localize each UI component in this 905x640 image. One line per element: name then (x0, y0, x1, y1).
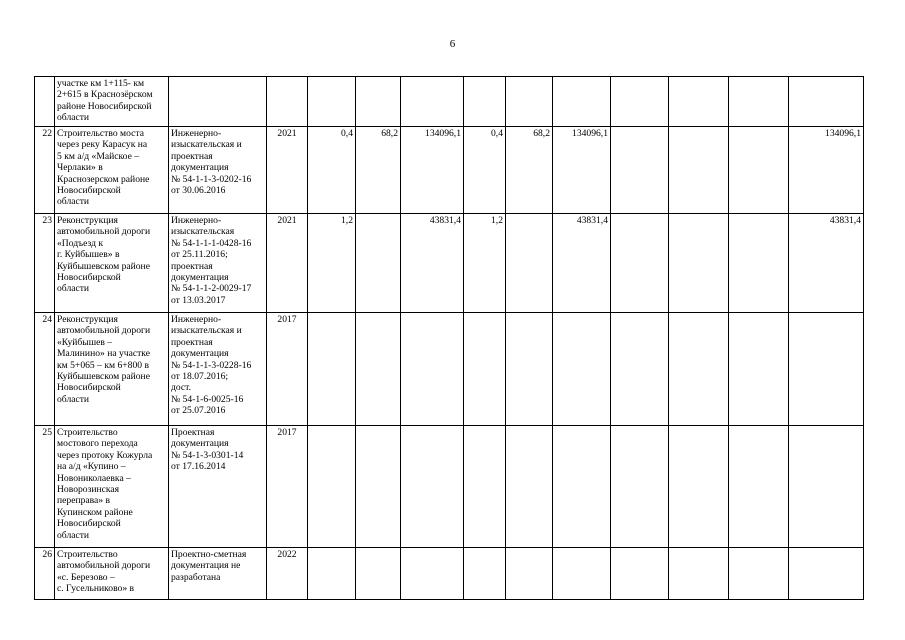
length-km-2-cell: 0,4 (464, 127, 506, 214)
total-cell (789, 77, 864, 127)
cost-cell (401, 313, 464, 426)
year-cell: 2021 (267, 127, 308, 214)
table-row (35, 426, 864, 548)
value-9-cell (729, 426, 789, 548)
value-8-cell (669, 214, 729, 313)
row-number-cell: 22 (35, 127, 55, 214)
year-cell: 2022 (267, 548, 308, 600)
row-number-cell: 23 (35, 214, 55, 313)
length-m-2-cell (506, 214, 553, 313)
row-number-cell: 25 (35, 426, 55, 548)
total-cell (789, 313, 864, 426)
length-m-cell (356, 548, 401, 600)
year-cell: 2017 (267, 313, 308, 426)
value-7-cell (611, 313, 669, 426)
length-m-cell (356, 77, 401, 127)
total-cell (789, 426, 864, 548)
length-m-2-cell (506, 77, 553, 127)
length-m-cell (356, 313, 401, 426)
total-cell: 43831,4 (789, 214, 864, 313)
value-9-cell (729, 548, 789, 600)
length-km-2-cell (464, 548, 506, 600)
value-9-cell (729, 127, 789, 214)
cost-2-cell (553, 313, 611, 426)
value-9-cell (729, 77, 789, 127)
length-km-cell (308, 426, 356, 548)
length-km-2-cell (464, 77, 506, 127)
value-8-cell (669, 426, 729, 548)
year-cell (267, 77, 308, 127)
length-m-2-cell (506, 548, 553, 600)
cost-2-cell (553, 426, 611, 548)
table-row (35, 313, 864, 426)
object-name-cell: участке км 1+115- км 2+615 в Краснозёрском районе Новосибирской области (55, 77, 169, 127)
value-8-cell (669, 77, 729, 127)
length-m-2-cell (506, 313, 553, 426)
cost-cell (401, 426, 464, 548)
documentation-cell: Инженерно- изыскательская № 54-1-1-1-0428-16 от 25.11.2016; проектная документация № 54-1-1-2-0029-17 от 13.03.2017 (169, 214, 267, 313)
value-7-cell (611, 214, 669, 313)
cost-cell (401, 548, 464, 600)
length-km-2-cell: 1,2 (464, 214, 506, 313)
length-km-2-cell (464, 313, 506, 426)
value-9-cell (729, 313, 789, 426)
documentation-cell: Проектно-сметная документация не разработана (169, 548, 267, 600)
length-km-cell (308, 548, 356, 600)
value-8-cell (669, 548, 729, 600)
length-m-cell: 68,2 (356, 127, 401, 214)
documentation-cell: Инженерно- изыскательская и проектная документация № 54-1-1-3-0228-16 от 18.07.2016; дост. № 54-1-6-0025-16 от 25.07.2016 (169, 313, 267, 426)
object-name-cell: Строительство моста через реку Карасук на 5 км а/д «Майское – Черлаки» в Краснозерском районе Новосибирской области (55, 127, 169, 214)
object-name-cell: Реконструкция автомобильной дороги «Подъезд к г. Куйбышев» в Куйбышевском районе Новосибирской области (55, 214, 169, 313)
length-km-cell: 1,2 (308, 214, 356, 313)
length-km-cell (308, 77, 356, 127)
value-7-cell (611, 426, 669, 548)
cost-2-cell (553, 548, 611, 600)
value-7-cell (611, 127, 669, 214)
row-number-cell (35, 77, 55, 127)
documentation-cell (169, 77, 267, 127)
total-cell (789, 548, 864, 600)
table-row (35, 548, 864, 600)
page-number: 6 (449, 38, 456, 50)
objects-table (34, 76, 864, 600)
cost-2-cell: 43831,4 (553, 214, 611, 313)
row-number-cell: 26 (35, 548, 55, 600)
length-m-2-cell: 68,2 (506, 127, 553, 214)
total-cell: 134096,1 (789, 127, 864, 214)
object-name-cell: Строительство мостового перехода через протоку Кожурла на а/д «Купино – Новониколаевка – Новорозинская переправа» в Купинском районе Новосибирской области (55, 426, 169, 548)
cost-2-cell (553, 77, 611, 127)
cost-2-cell: 134096,1 (553, 127, 611, 214)
table-row (35, 77, 864, 127)
length-m-2-cell (506, 426, 553, 548)
table-row (35, 214, 864, 313)
length-km-cell (308, 313, 356, 426)
value-7-cell (611, 77, 669, 127)
table-row (35, 127, 864, 214)
value-8-cell (669, 127, 729, 214)
length-km-cell: 0,4 (308, 127, 356, 214)
object-name-cell: Реконструкция автомобильной дороги «Куйбышев – Малинино» на участке км 5+065 – км 6+800 в Куйбышевском районе Новосибирской области (55, 313, 169, 426)
length-m-cell (356, 426, 401, 548)
value-7-cell (611, 548, 669, 600)
value-9-cell (729, 214, 789, 313)
year-cell: 2021 (267, 214, 308, 313)
row-number-cell: 24 (35, 313, 55, 426)
cost-cell: 134096,1 (401, 127, 464, 214)
value-8-cell (669, 313, 729, 426)
object-name-cell: Строительство автомобильной дороги «с. Березово – с. Гусельниково» в (55, 548, 169, 600)
length-km-2-cell (464, 426, 506, 548)
documentation-cell: Проектная документация № 54-1-3-0301-14 от 17.16.2014 (169, 426, 267, 548)
cost-cell (401, 77, 464, 127)
documentation-cell: Инженерно- изыскательская и проектная документация № 54-1-1-3-0202-16 от 30.06.2016 (169, 127, 267, 214)
cost-cell: 43831,4 (401, 214, 464, 313)
year-cell: 2017 (267, 426, 308, 548)
length-m-cell (356, 214, 401, 313)
